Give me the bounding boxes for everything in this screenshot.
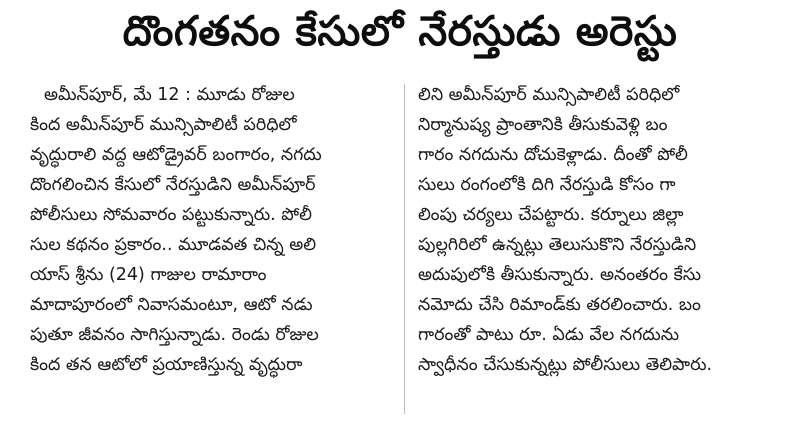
article-line: దొంగలించిన కేసులో నేరస్తుడిని అమీన్‌పూర్ [30, 175, 316, 195]
article-line: కింద అమీన్‌పూర్ మున్సిపాలిటీ పరిధిలో [30, 115, 297, 135]
article-line: స్వాధీనం చేసుకున్నట్లు పోలీసులు తెలిపారు. [418, 355, 713, 375]
headline: దొంగతనం కేసులో నేరస్తుడు అరెస్టు [122, 7, 678, 55]
article-line: పుల్లగిరిలో ఉన్నట్లు తెలుసుకొని నేరస్తుడిని [418, 235, 697, 255]
article-line: లిని అమీన్‌పూర్ మున్సిపాలిటీ పరిధిలో [418, 85, 680, 105]
article-line: లింపు చర్యలు చేపట్టారు. కర్నూలు జిల్లా [418, 205, 684, 225]
article-line: సుల కథనం ప్రకారం.. మూడవత చిన్న అలి [30, 235, 317, 255]
article-line: గారంతో పాటు రూ. ఏడు వేల నగదును [418, 325, 680, 345]
article-line: పోలీసులు సోమవారం పట్టుకున్నారు. పోలీ [30, 205, 312, 225]
article-line: అమీన్‌పూర్, మే 12 : మూడు రోజుల [44, 85, 295, 105]
article-line: యాస్ శ్రీను (24) గాజుల రామారాం [30, 265, 267, 285]
column-divider [404, 84, 405, 414]
article-line: నమోదు చేసి రిమాండ్‌కు తరలించారు. బం [418, 295, 701, 315]
article-line: గారం నగదును దోచుకెళ్లాడు. దీంతో పోలీ [418, 145, 688, 165]
article-column-left [30, 80, 396, 416]
article-line: వృద్ధురాలి వద్ద ఆటోడ్రైవర్ బంగారం, నగదు [30, 145, 322, 165]
article-line: మాదాపూరంలో నివాసమంటూ, ఆటో నడు [30, 295, 313, 315]
article-line: కింద తన ఆటోలో ప్రయాణిస్తున్న వృద్ధురా [30, 355, 303, 375]
article-line: నిర్మానుష్య ప్రాంతానికి తీసుకువెళ్లి బం [418, 115, 668, 135]
article-line: పుతూ జీవనం సాగిస్తున్నాడు. రెండు రోజుల [30, 325, 319, 345]
article-line: అదుపులోకి తీసుకున్నారు. అనంతరం కేసు [418, 265, 702, 285]
article-column-right [418, 80, 778, 416]
article-line: సులు రంగంలోకి దిగి నేరస్తుడి కోసం గా [418, 175, 676, 195]
